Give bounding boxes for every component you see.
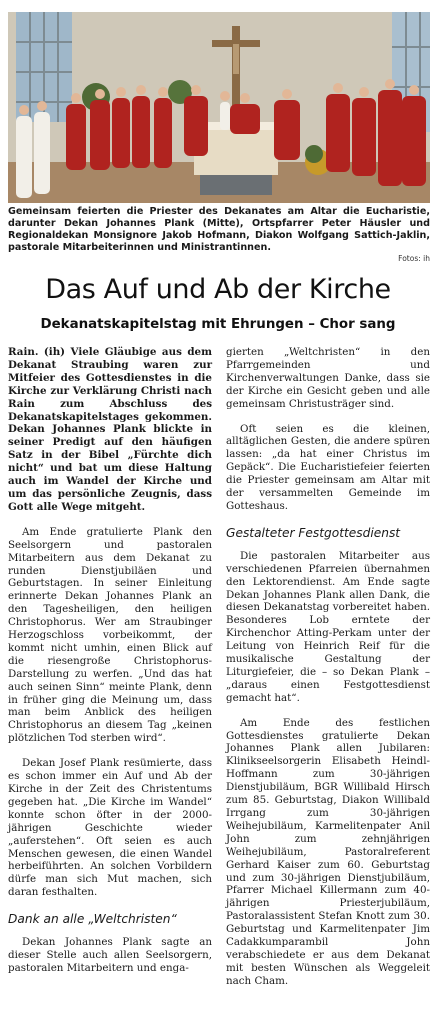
- photo-caption: Gemeinsam feierten die Priester des Dekanates am Altar die Eucharistie, darunter Dekan Johannes Plank (Mitte), Ortspfarrer Peter Häusler und Regionaldekan Monsignore Jakob Hofmann, Diakon Wolfgang Sattich-Jaklin, pastorale Mitarbeiterinnen und Ministrantinnen.: [8, 206, 430, 253]
- body-paragraph: Oft seien es die kleinen, alltäglichen Gesten, die andere spüren lassen: „da hat einer Christus im Gepäck“. Die Eucharistiefeier feierten die Priester gemeinsam am Altar mit der versammelten Gemeinde im Gotteshaus.: [226, 422, 430, 512]
- article-column-right: [226, 346, 430, 988]
- body-paragraph: Dekan Josef Plank resümierte, dass es schon immer ein Auf und Ab der Kirche in der Zeit des Christentums gegeben hat. „Die Kirche im Wandel“ konnte schon öfter in der 2000-jährigen Geschichte wieder „auferstehen“. Oft seien es auch Menschen gewesen, die einen Wandel herbeiführten. An solchen Vorbildern dürfe man sich Mut machen, sich daran festhalten.: [8, 757, 212, 899]
- body-paragraph: Dekan Johannes Plank sagte an dieser Stelle auch allen Seelsorgern, pastoralen Mitarbeitern und enga-: [8, 936, 212, 974]
- body-paragraph: Am Ende gratulierte Plank den Seelsorgern und pastoralen Mitarbeitern aus dem Dekanat zu runden Dienstjubiläen und Geburtstagen. In seiner Einleitung erinnerte Dekan Johannes Plank an den Tagesheiligen, den heiligen Christophorus. Wer am Straubinger Herzogschloss vorbeikommt, der kommt nicht umhin, einen Blick auf die riesengroße Christophorus-Darstellung zu werfen. „Und das hat auch seinen Sinn“ meinte Plank, denn in früher ging die Meinung um, dass man beim Anblick des heiligen Christophorus an diesem Tag „keinen plötzlichen Tod sterben wird“.: [8, 525, 212, 745]
- body-paragraph: Die pastoralen Mitarbeiter aus verschiedenen Pfarreien übernahmen den Lektorendienst. Am Ende sagte Dekan Johannes Plank allen Dank, die diesen Dekanatstag vorbereitet haben. Besonderes Lob erntete der Kirchenchor Atting-Perkam unter der Leitung von Heinrich Reif für die musikalische Gestaltung der Liturgiefeier, die – so Dekan Plank – „daraus einen Festgottesdienst gemacht hat“.: [226, 549, 430, 704]
- lead-paragraph: Rain. (ih) Viele Gläubige aus dem Dekanat Straubing waren zur Mitfeier des Gottesdienstes in die Kirche zur Verklärung Christi nach Rain zum Abschluss des Dekanatskapitelstages gekommen. Dekan Johannes Plank blickte in seiner Predigt auf den häufigen Satz in der Bibel „Fürchte dich nicht“ und bat um diese Haltung auch im Wandel der Kirche und um das persönliche Zeugnis, dass Gott alle Wege mitgeht.: [8, 346, 212, 513]
- church-altar-photo: [8, 12, 430, 203]
- article-headline: Das Auf und Ab der Kirche: [45, 274, 391, 305]
- section-heading: Gestalteter Festgottesdienst: [226, 525, 401, 540]
- photo-credit: Fotos: ih: [398, 254, 430, 263]
- article-subheadline: Dekanatskapitelstag mit Ehrungen – Chor sang: [40, 317, 396, 332]
- section-heading: Dank an alle „Weltchristen“: [8, 912, 177, 927]
- body-paragraph: Am Ende des festlichen Gottesdienstes gratulierte Dekan Johannes Plank allen Jubilaren: Klinikseelsorgerin Elisabeth Heindl-Hoffmann zum 30-jährigen Dienstjubiläum, BGR Willibald Hirsch zum 85. Geburtstag, Diakon Willibald Irrgang zum 30-jährigen Weihejubiläum, Karmelitenpater Anil John zum zehnjährigen Weihejubiläum, Pastoralreferent Gerhard Kaiser zum 60. Geburtstag und zum 30-jährigen Dienstjubiläum, Pfarrer Michael Killermann zum 40-jährigen Priesterjubiläum, Pastoralassistent Stefan Knott zum 30. Geburtstag und Karmelitenpater Jim Cadakkumparambil John verabschiedete er aus dem Dekanat mit besten Wünschen als Weggeleit nach Cham.: [226, 716, 430, 987]
- body-paragraph-continued: gierten „Weltchristen“ in den Pfarrgemeinden und Kirchenverwaltungen Danke, dass sie der Kirche ein Gesicht geben und alle gemeinsam Christusträger sind.: [226, 346, 430, 410]
- article-column-left: [8, 346, 212, 975]
- photo-illustration: [8, 12, 430, 203]
